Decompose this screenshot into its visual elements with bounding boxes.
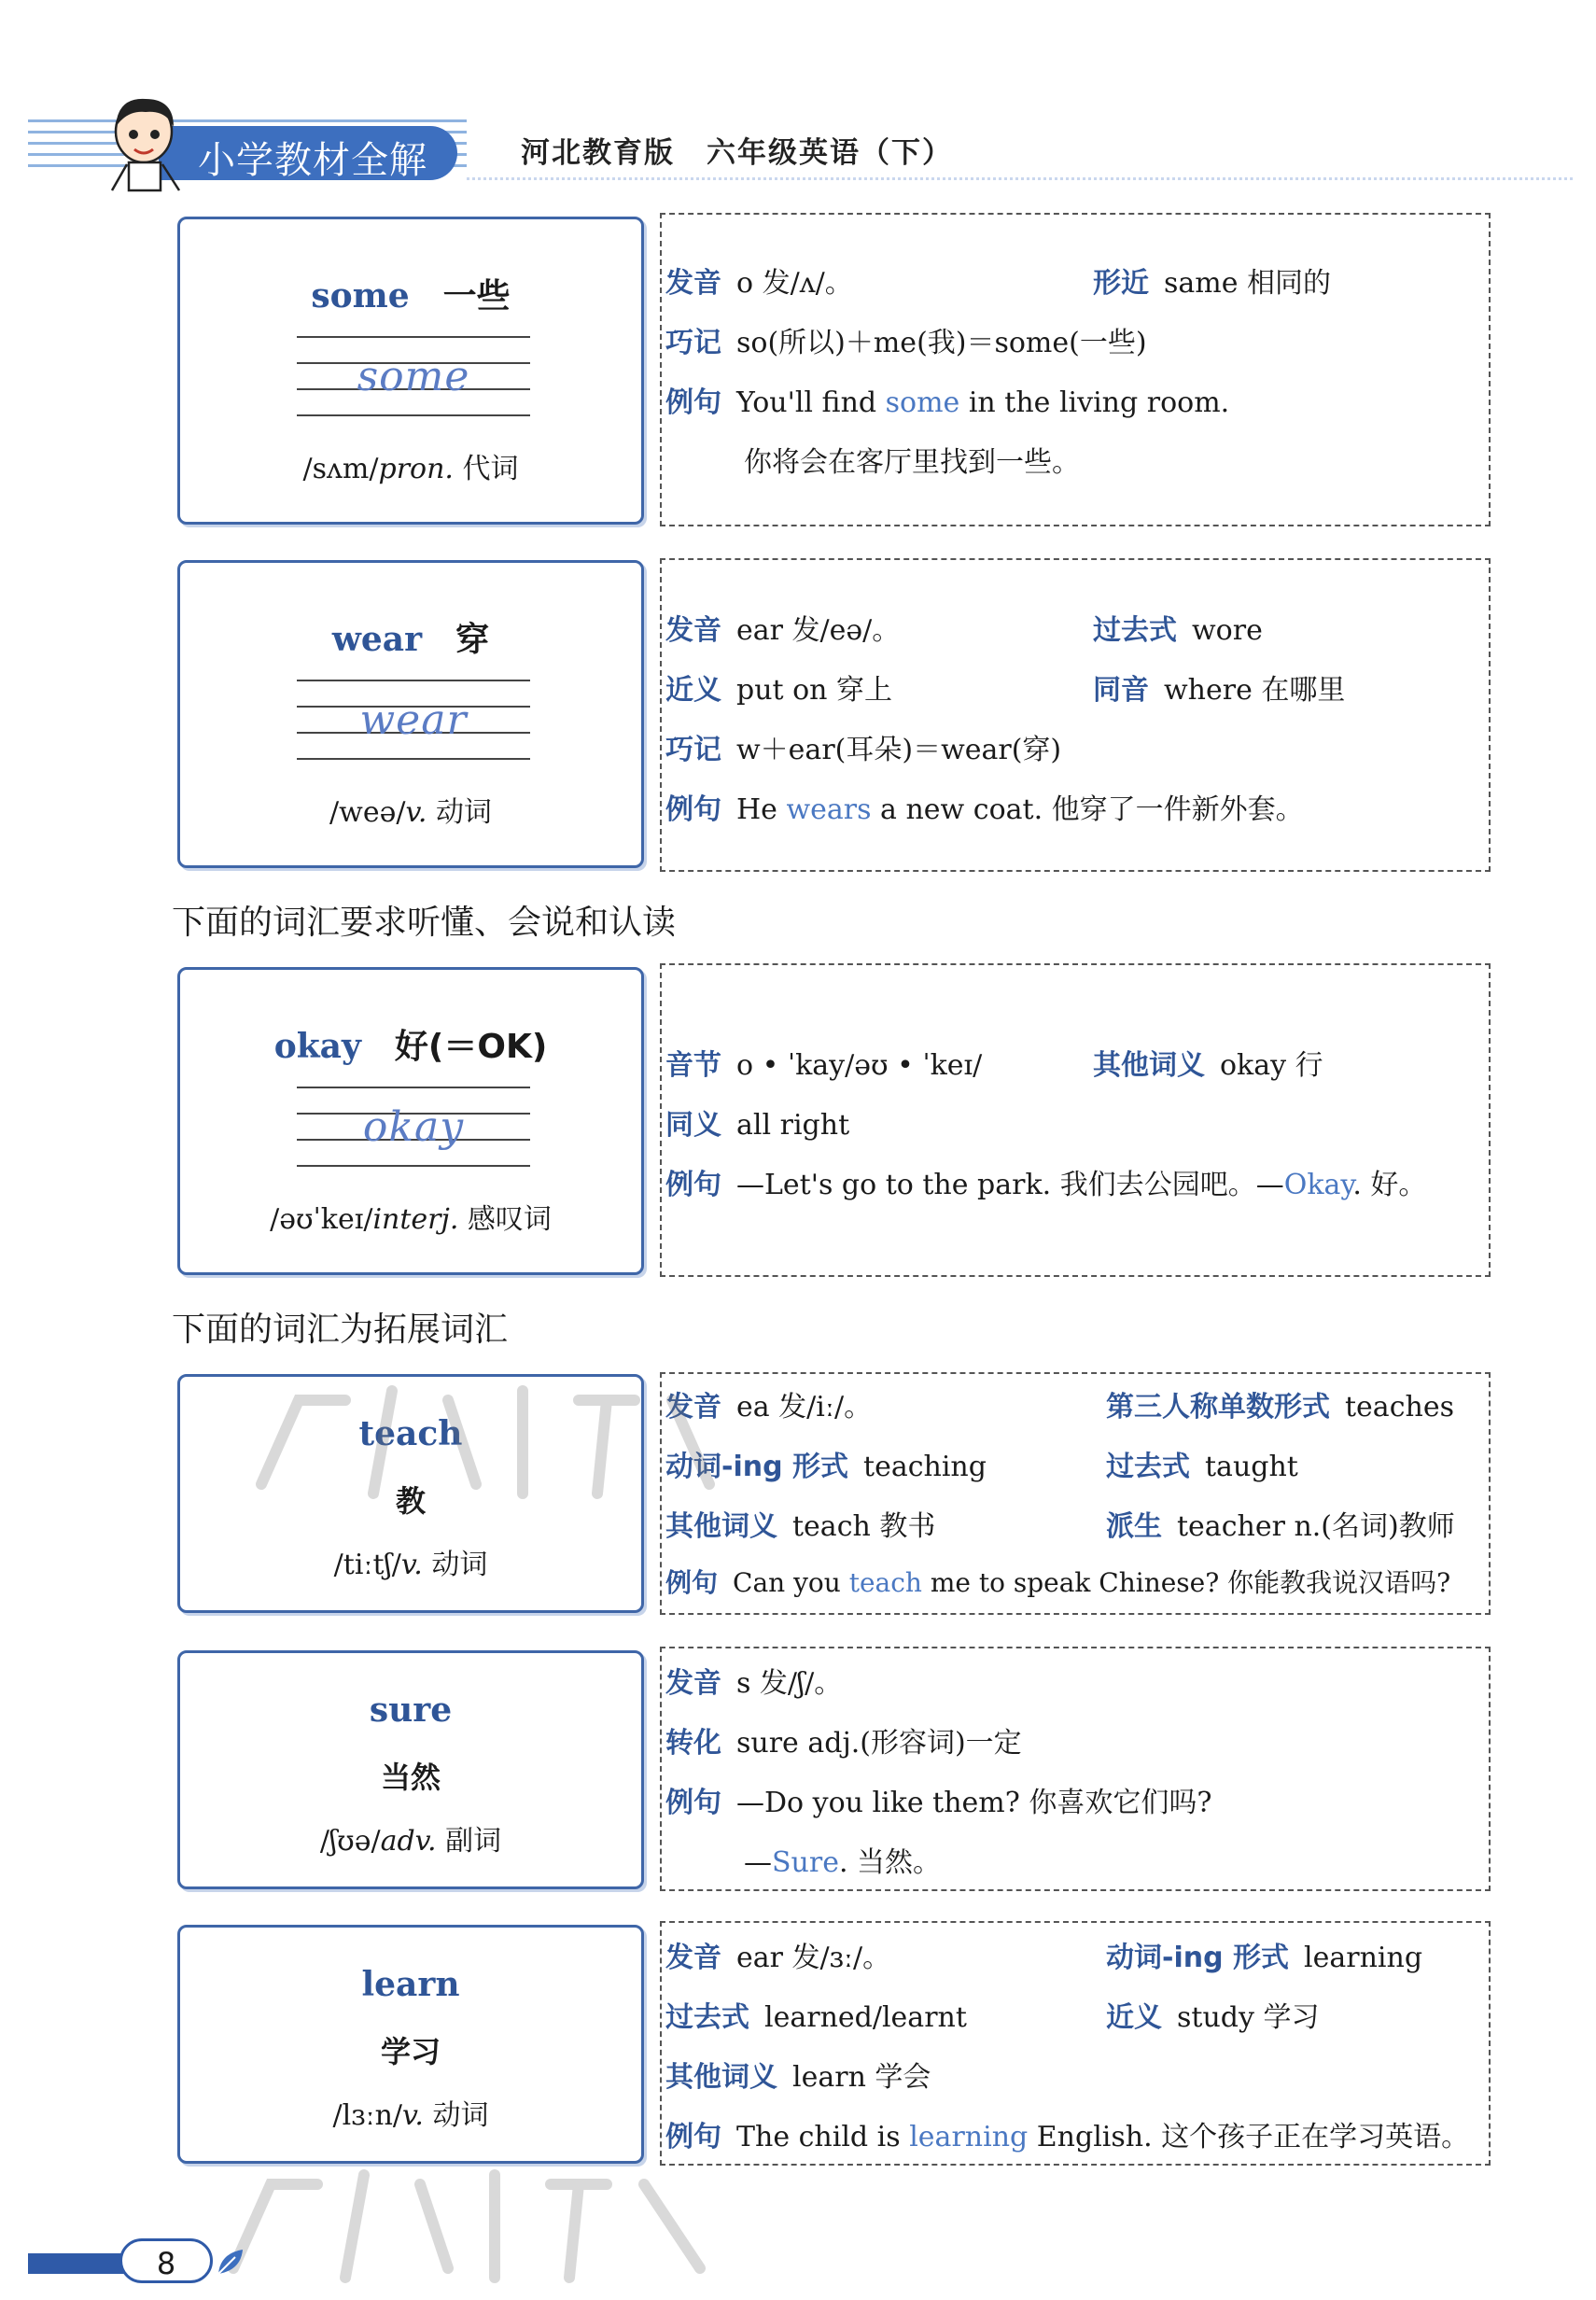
page-number: 8 [119,2238,213,2283]
note-row: 动词-ing 形式 teaching [665,1451,987,1483]
handwriting-lines [297,1087,530,1165]
note-row: 发音 s 发/ʃ/。 [665,1667,843,1700]
word-headline [180,613,641,661]
pronunciation: /sʌm/pron. 代词 [302,453,519,485]
note-box-sure [660,1647,1491,1891]
note-row: 过去式 taught [1106,1451,1298,1483]
handwriting-word: some [357,353,470,400]
footer-bar [28,2253,131,2274]
example-translation: 你将会在客厅里找到一些。 [744,446,1080,479]
note-row: 转化 sure adj.(形容词)一定 [665,1727,1022,1760]
note-row: 发音 o 发/ʌ/。 [665,267,853,300]
word-text: some [311,276,410,316]
pronunciation: /tiːtʃ/v. 动词 [333,1549,488,1581]
example-row: 例句 He wears a new coat. 他穿了一件新外套。 [665,793,1304,826]
note-row: 音节 o • ˈkay/əʊ • ˈkeɪ/ [665,1049,983,1082]
header-publisher: 河北教育版 [521,136,675,170]
example-row: 例句 —Do you like them? 你喜欢它们吗? [665,1787,1212,1819]
watermark-mark [243,1363,728,1512]
example-row: 例句 —Let's go to the park. 我们去公园吧。—Okay. 好。 [665,1169,1427,1201]
note-row: 巧记 w＋ear(耳朵)＝wear(穿) [665,734,1062,766]
note-box-learn [660,1921,1491,2166]
word-card-sure [177,1650,644,1889]
word-meaning: 穿 [455,621,490,659]
section-title-listen-speak: 下面的词汇要求听懂、会说和认读 [172,904,677,942]
cartoon-boy-icon [90,90,202,192]
header-rule [467,177,1573,183]
header-book-info [521,129,985,171]
word-text: learn [361,1965,460,2004]
example-row: 例句 Can you teach me to speak Chinese? 你能教我说汉语吗? [665,1567,1451,1598]
note-box-okay [660,963,1491,1277]
note-row: 发音 ear 发/eə/。 [665,614,901,647]
pronunciation: /weə/v. 动词 [329,796,492,829]
word-meaning: 当然 [380,1760,441,1795]
note-row: 巧记 so(所以)＋me(我)＝some(一些) [665,327,1147,359]
watermark-mark [215,2147,737,2296]
note-row: 过去式 wore [1093,614,1263,647]
word-card-wear [177,560,644,868]
handwriting-word: wear [359,696,468,744]
word-text: okay [273,1027,361,1066]
handwriting-word: okay [362,1103,465,1151]
word-card-learn [177,1925,644,2164]
note-row: 过去式 learned/learnt [665,2001,967,2034]
note-row: 其他词义 okay 行 [1093,1049,1323,1082]
note-row: 派生 teacher n.(名词)教师 [1106,1510,1455,1543]
header-brand: 小学教材全解 [198,139,427,182]
note-box-some [660,213,1491,526]
word-text: wear [331,620,423,659]
note-row: 其他词义 learn 学会 [665,2061,931,2094]
word-text: teach [358,1414,463,1453]
word-meaning: 好(＝OK) [394,1028,548,1066]
example-row: 例句 The child is learning English. 这个孩子正在学习英语。 [665,2121,1470,2153]
word-headline [180,270,641,317]
word-card-okay [177,967,644,1275]
pronunciation: /əʊˈkeɪ/interj. 感叹词 [270,1203,552,1236]
note-row: 近义 put on 穿上 [665,674,893,707]
word-headline [180,1020,641,1068]
word-text: sure [369,1690,453,1730]
note-row: 发音 ear 发/ɜː/。 [665,1942,891,1974]
word-meaning: 教 [395,1483,426,1519]
pronunciation: /lɜːn/v. 动词 [332,2099,489,2132]
note-box-teach [660,1372,1491,1615]
header-course: 六年级英语（下） [707,136,953,170]
section-title-extension: 下面的词汇为拓展词汇 [172,1311,509,1349]
handwriting-lines [297,336,530,414]
note-row: 同义 all right [665,1109,850,1142]
word-meaning: 一些 [442,277,511,316]
example-row: —Sure. 当然。 [744,1846,942,1879]
example-row: 例句 You'll find some in the living room. [665,386,1230,419]
leaf-icon [215,2246,246,2278]
note-row: 第三人称单数形式 teaches [1106,1391,1454,1423]
note-box-wear [660,558,1491,872]
word-card-some [177,217,644,525]
word-meaning: 学习 [380,2034,441,2069]
note-row: 近义 study 学习 [1106,2001,1320,2034]
handwriting-lines [297,680,530,758]
pronunciation: /ʃʊə/adv. 副词 [319,1825,502,1858]
note-row: 发音 ea 发/iː/。 [665,1391,873,1423]
note-row: 同音 where 在哪里 [1093,674,1346,707]
note-row: 形近 same 相同的 [1093,267,1332,300]
note-row: 动词-ing 形式 learning [1106,1942,1423,1974]
note-row: 其他词义 teach 教书 [665,1510,936,1543]
